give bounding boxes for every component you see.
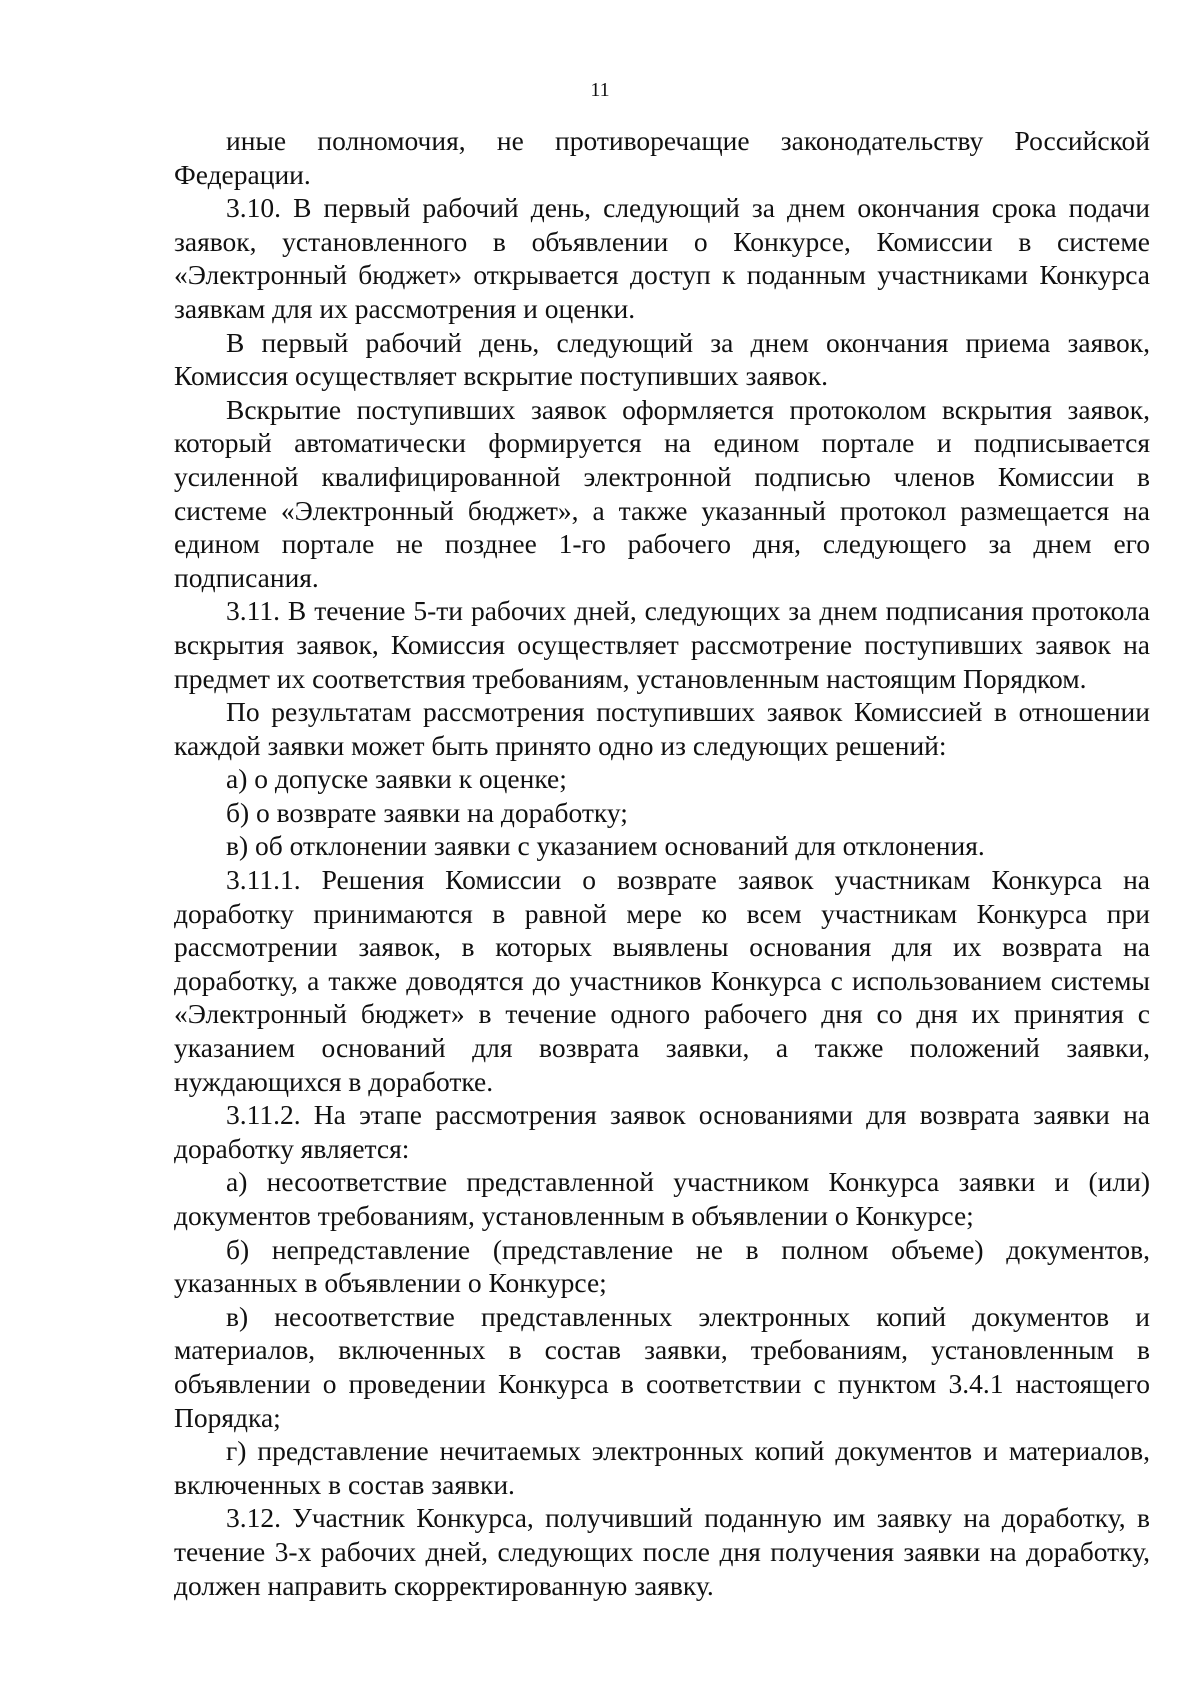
paragraph-9: в) об отклонении заявки с указанием оснований для отклонения. [226,830,985,862]
document-body [174,124,1150,1602]
paragraph-14: в) несоответствие представленных электронных копий документов и материалов, включенных в состав заявки, требованиям, установленным в объявлении о проведении Конкурса в соответствии с пунктом 3.4.1 настоящего Порядка; [174,1300,1150,1433]
paragraph-8: б) о возврате заявки на доработку; [226,796,628,828]
paragraph-2: 3.10. В первый рабочий день, следующий за днем окончания срока подачи заявок, установленного в объявлении о Конкурсе, Комиссии в системе «Электронный бюджет» открывается доступ к поданным участниками Конкурса заявкам для их рассмотрения и оценки. [174,192,1150,324]
paragraph-11: 3.11.2. На этапе рассмотрения заявок основаниями для возврата заявки на доработку является: [174,1099,1150,1164]
paragraph-13: б) непредставление (представление не в полном объеме) документов, указанных в объявлении о Конкурсе; [174,1233,1150,1299]
paragraph-4: Вскрытие поступивших заявок оформляется протоколом вскрытия заявок, который автоматически формируется на едином портале и подписывается усиленной квалифицированной электронной подписью членов Комиссии в системе «Электронный бюджет», а также указанный протокол размещается на едином портале не позднее 1-го рабочего дня, следующего за днем его подписания. [174,393,1150,593]
paragraph-15: г) представление нечитаемых электронных копий документов и материалов, включенных в состав заявки. [174,1435,1150,1500]
paragraph-10: 3.11.1. Решения Комиссии о возврате заявок участникам Конкурса на доработку принимаются в равной мере ко всем участникам Конкурса при рассмотрении заявок, в которых выявлены основания для их возврата на доработку, а также доводятся до участников Конкурса с использованием системы «Электронный бюджет» в течение одного рабочего дня со дня их принятия с указанием оснований для возврата заявки, а также положений заявки, нуждающихся в доработке. [174,864,1150,1097]
paragraph-12: а) несоответствие представленной участником Конкурса заявки и (или) документов требованиям, установленным в объявлении о Конкурсе; [174,1166,1150,1231]
paragraph-3: В первый рабочий день, следующий за днем окончания приема заявок, Комиссия осуществляет вскрытие поступивших заявок. [174,326,1150,392]
page-number: 11 [590,79,610,101]
paragraph-7: а) о допуске заявки к оценке; [226,763,567,795]
paragraph-5: 3.11. В течение 5-ти рабочих дней, следующих за днем подписания протокола вскрытия заявок, Комиссия осуществляет рассмотрение поступивших заявок на предмет их соответствия требованиям, установленным настоящим Порядком. [174,595,1150,694]
paragraph-1: иные полномочия, не противоречащие законодательству Российской Федерации. [174,125,1150,190]
paragraph-16: 3.12. Участник Конкурса, получивший поданную им заявку на доработку, в течение 3-х рабочих дней, следующих после дня получения заявки на доработку, должен направить скорректированную заявку. [174,1502,1150,1601]
paragraph-6: По результатам рассмотрения поступивших заявок Комиссией в отношении каждой заявки может быть принято одно из следующих решений: [174,696,1150,761]
